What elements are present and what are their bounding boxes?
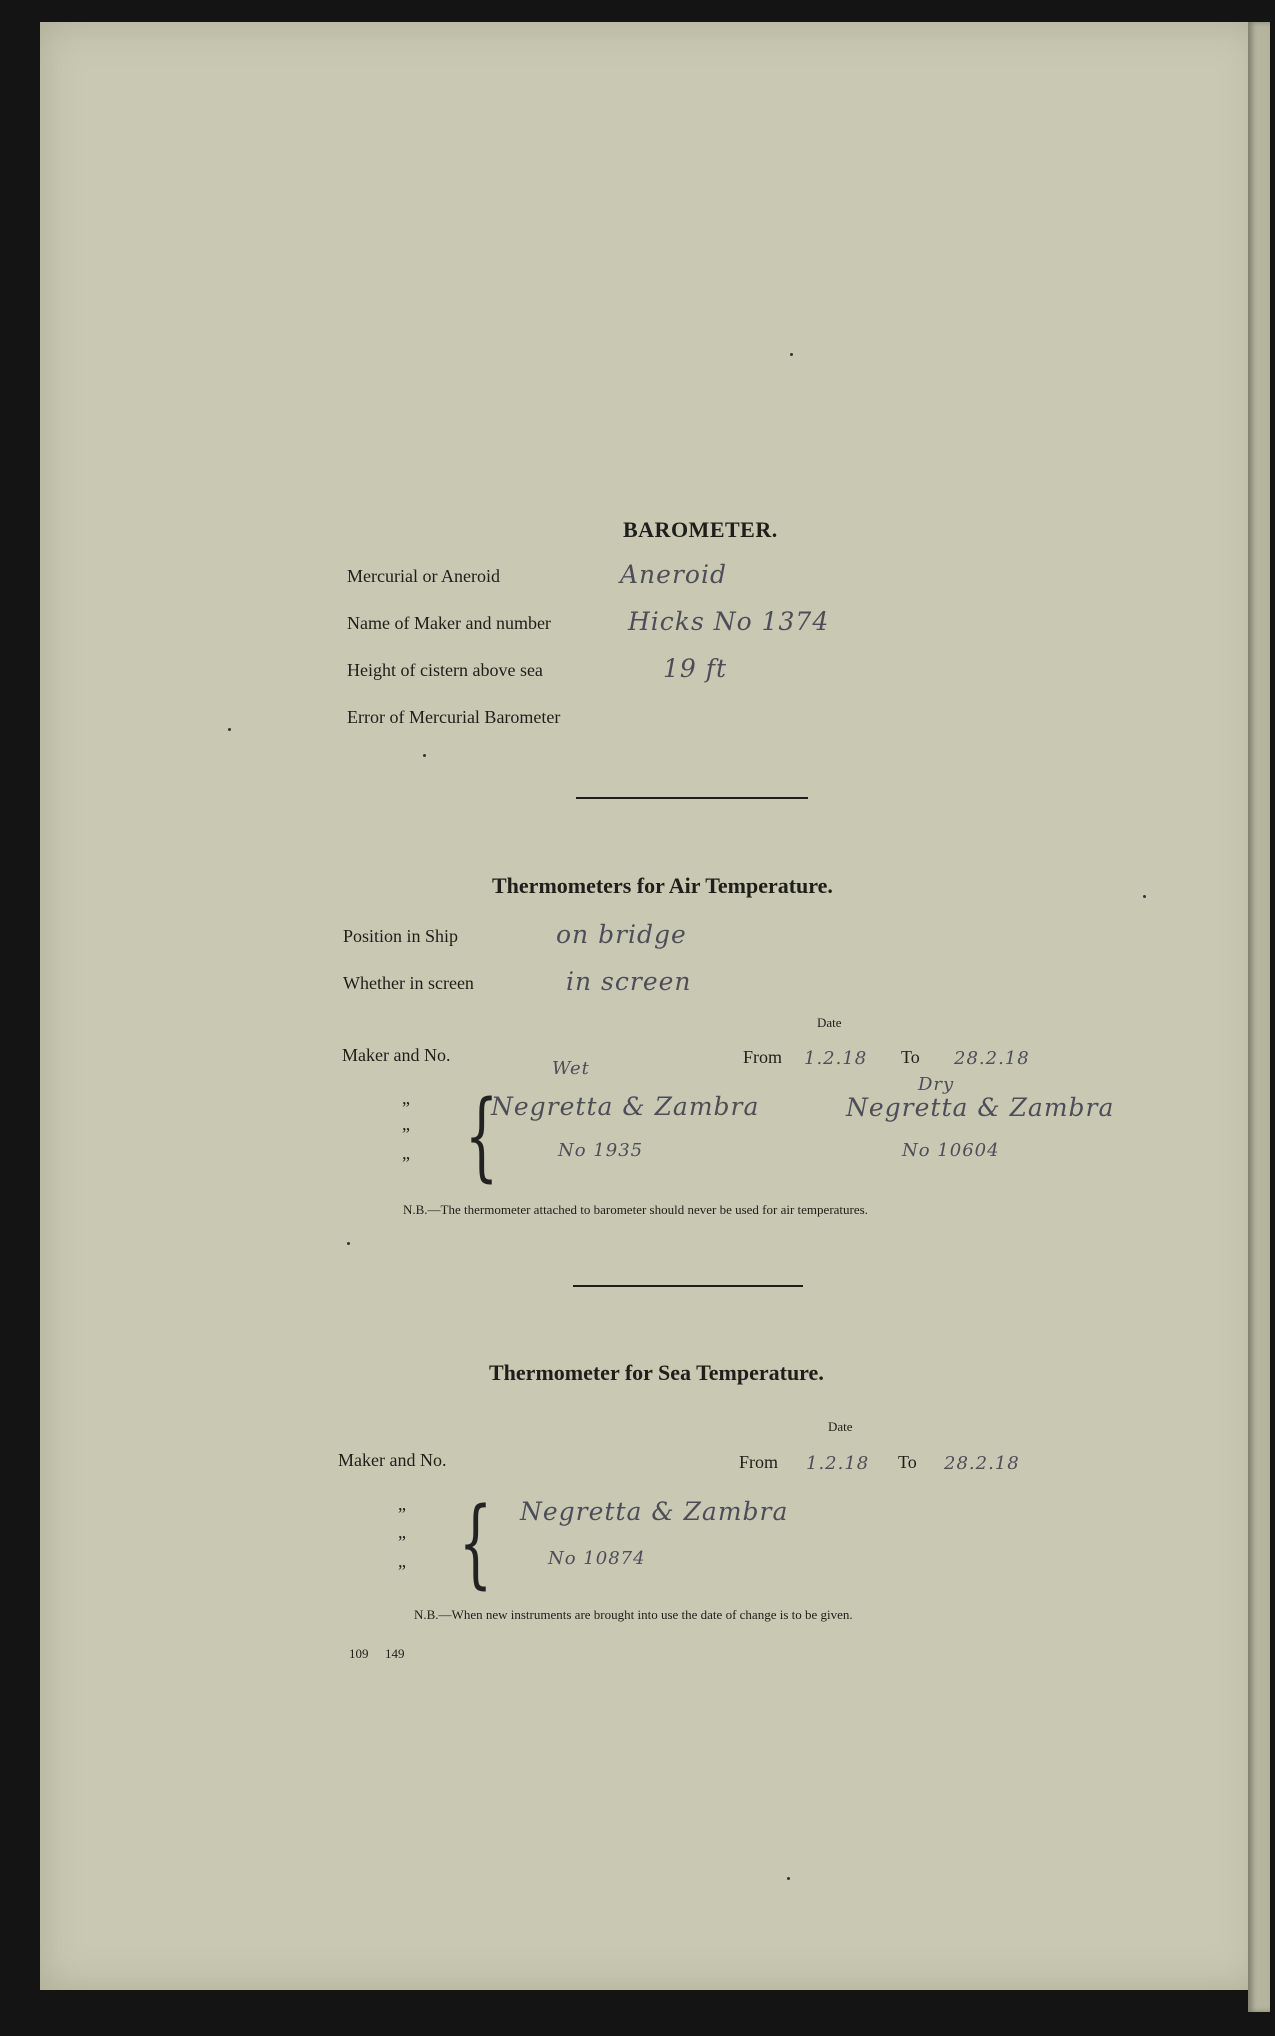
whether-in-screen-value: in screen [566, 967, 692, 996]
position-in-ship-label: Position in Ship [343, 926, 459, 946]
mercurial-or-aneroid-value: Aneroid [620, 560, 727, 589]
dry-bulb-label: Dry [918, 1074, 955, 1095]
paper-speck [228, 728, 231, 731]
cistern-height-label: Height of cistern above sea [347, 660, 543, 680]
air-note: N.B.—The thermometer attached to barometer should never be used for air temperatures. [403, 1202, 868, 1217]
sea-note: N.B.—When new instruments are brought into use the date of change is to be given. [414, 1607, 853, 1622]
air-thermometers-title: Thermometers for Air Temperature. [492, 873, 833, 898]
air-to-label: To [901, 1047, 920, 1067]
paper-speck [347, 1242, 350, 1245]
form-page [40, 22, 1262, 1990]
paper-speck [787, 1877, 790, 1880]
sea-date-header: Date [828, 1419, 853, 1434]
brace-bracket: { [458, 1487, 493, 1599]
ditto-mark: ” [398, 1532, 406, 1552]
sea-maker-label: Maker and No. [338, 1450, 447, 1470]
ditto-mark: ” [398, 1561, 406, 1581]
wet-bulb-label: Wet [552, 1058, 590, 1079]
section-divider [573, 1285, 803, 1287]
mercurial-or-aneroid-label: Mercurial or Aneroid [347, 566, 500, 586]
page-number: 149 [385, 1646, 405, 1661]
sea-to-label: To [898, 1452, 917, 1472]
paper-speck [1143, 895, 1146, 898]
sea-from-value: 1.2.18 [806, 1453, 870, 1474]
sea-thermometer-title: Thermometer for Sea Temperature. [489, 1360, 824, 1385]
air-from-label: From [743, 1047, 783, 1067]
sea-number-value: No 10874 [548, 1548, 646, 1569]
maker-number-value: Hicks No 1374 [628, 607, 830, 636]
wet-maker-value: Negretta & Zambra [491, 1092, 760, 1121]
air-to-value: 28.2.18 [954, 1048, 1030, 1069]
barometer-title: BAROMETER. [623, 517, 778, 542]
air-date-header: Date [817, 1015, 842, 1030]
section-divider [576, 797, 808, 799]
ditto-mark: ” [402, 1124, 410, 1144]
sea-to-value: 28.2.18 [944, 1453, 1020, 1474]
sea-from-label: From [739, 1452, 779, 1472]
ditto-mark: ” [402, 1153, 410, 1173]
ditto-mark: ” [402, 1098, 410, 1118]
paper-speck [423, 754, 426, 757]
sea-maker-value: Negretta & Zambra [520, 1497, 789, 1526]
dry-maker-value: Negretta & Zambra [846, 1093, 1115, 1122]
form-number: 109 [349, 1646, 369, 1661]
ditto-mark: ” [398, 1504, 406, 1524]
whether-in-screen-label: Whether in screen [343, 973, 474, 993]
position-in-ship-value: on bridge [556, 920, 687, 949]
cistern-height-value: 19 ft [663, 654, 728, 683]
paper-speck [790, 353, 793, 356]
maker-number-label: Name of Maker and number [347, 613, 551, 633]
mercurial-error-label: Error of Mercurial Barometer [347, 707, 561, 727]
brace-bracket: { [464, 1080, 499, 1192]
wet-number-value: No 1935 [558, 1140, 644, 1161]
air-maker-label: Maker and No. [342, 1045, 451, 1065]
air-from-value: 1.2.18 [804, 1048, 868, 1069]
dry-number-value: No 10604 [902, 1140, 1000, 1161]
page-edge [1248, 22, 1270, 2012]
